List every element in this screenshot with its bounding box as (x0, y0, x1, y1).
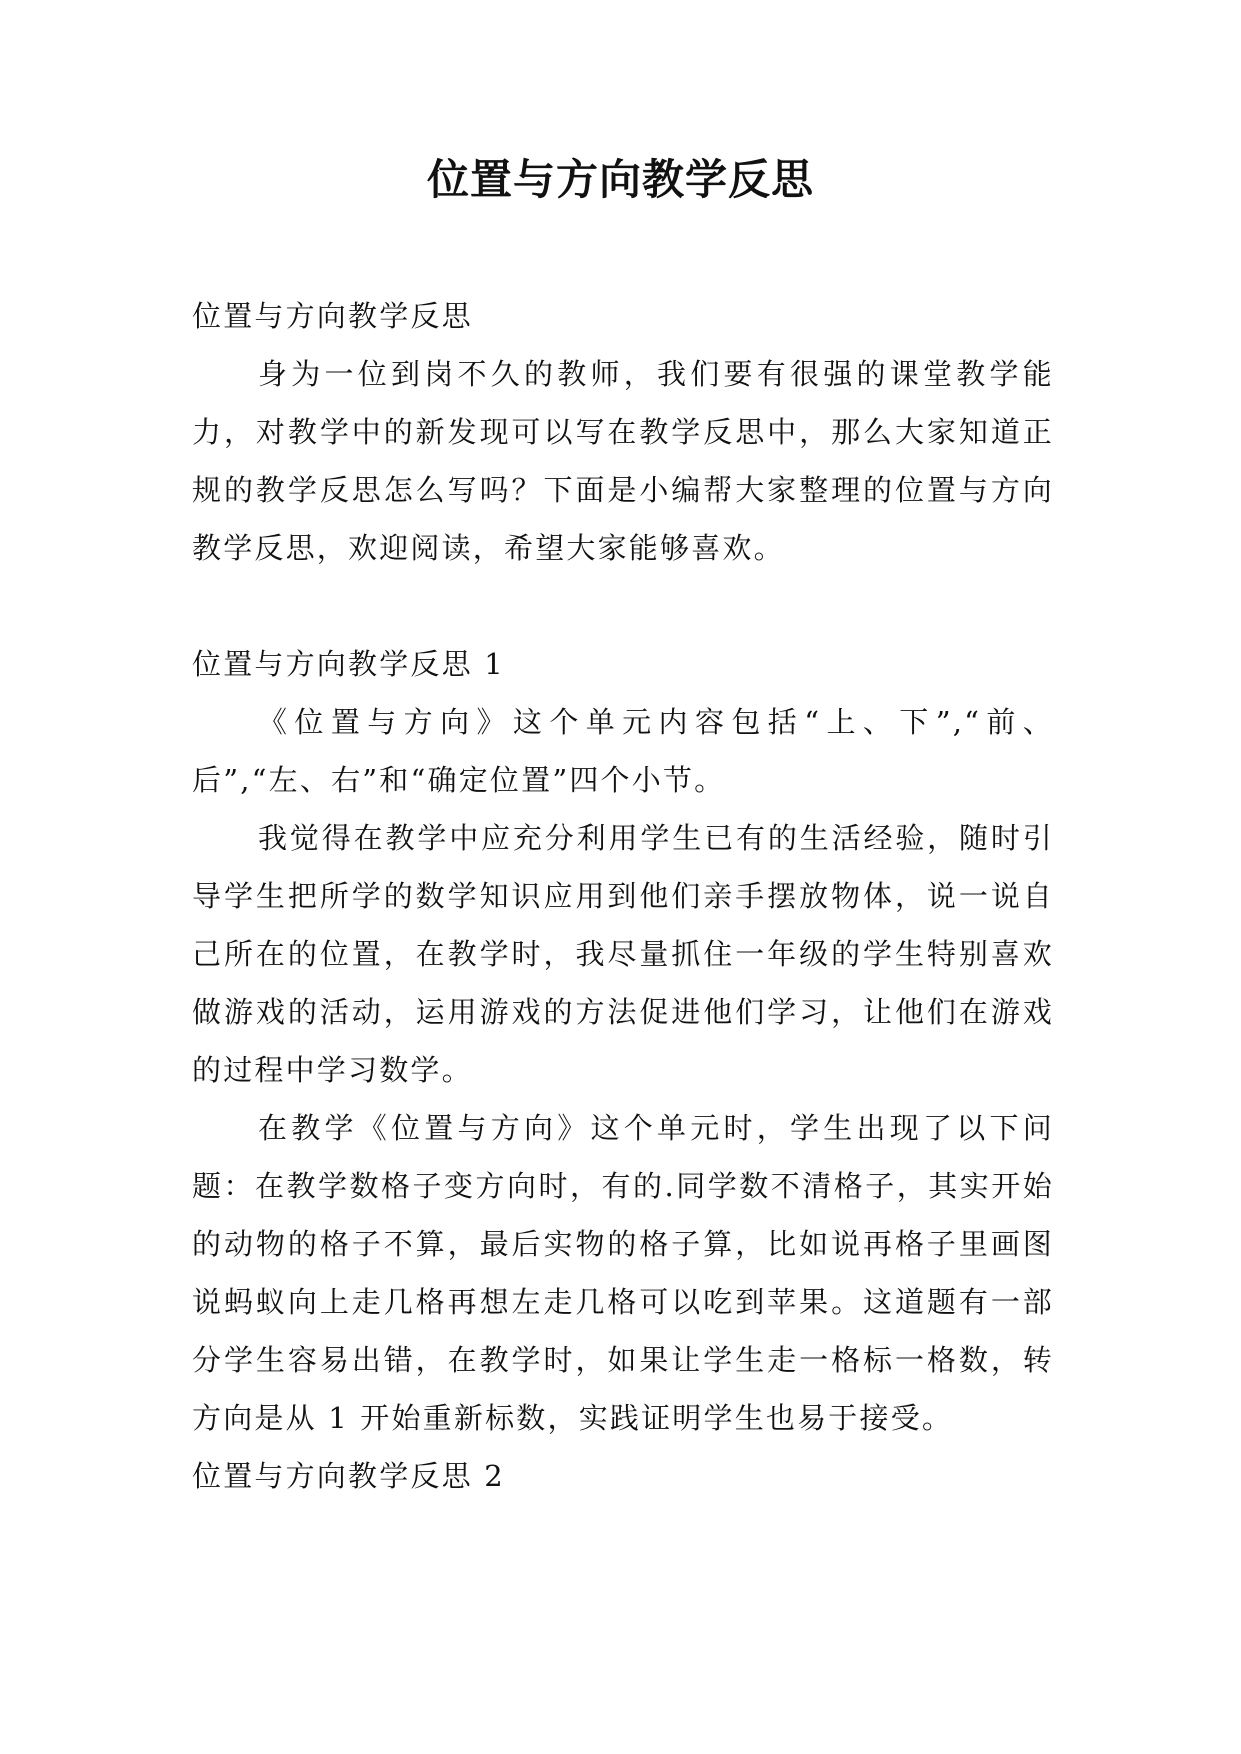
section-1-paragraph-2: 我觉得在教学中应充分利用学生已有的生活经验，随时引导学生把所学的数学知识应用到他们亲手摆放物体，说一说自己所在的位置，在教学时，我尽量抓住一年级的学生特别喜欢做游戏的活动，运用游戏的方法促进他们学习，让他们在游戏的过程中学习数学。 (192, 821, 1054, 1087)
intro-paragraph: 身为一位到岗不久的教师，我们要有很强的课堂教学能力，对教学中的新发现可以写在教学反思中，那么大家知道正规的教学反思怎么写吗？下面是小编帮大家整理的位置与方向教学反思，欢迎阅读，希望大家能够喜欢。 (192, 357, 1054, 565)
document-body (192, 287, 1054, 1505)
section-1-paragraph-3: 在教学《位置与方向》这个单元时，学生出现了以下问题：在教学数格子变方向时，有的.同学数不清格子，其实开始的动物的格子不算，最后实物的格子算，比如说再格子里画图说蚂蚁向上走几格再想左走几格可以吃到苹果。这道题有一部分学生容易出错，在教学时，如果让学生走一格标一格数，转方向是从 1 开始重新标数，实践证明学生也易于接受。 (192, 1111, 1054, 1435)
document-title: 位置与方向教学反思 (426, 155, 814, 204)
section-heading-2: 位置与方向教学反思 2 (192, 1459, 505, 1493)
section-heading-1: 位置与方向教学反思 1 (192, 647, 505, 681)
section-spacer (192, 577, 1054, 635)
intro-heading: 位置与方向教学反思 (192, 299, 473, 333)
section-1-paragraph-1: 《位置与方向》这个单元内容包括“上、下”,“前、后”,“左、右”和“确定位置”四个小节。 (192, 705, 1054, 797)
